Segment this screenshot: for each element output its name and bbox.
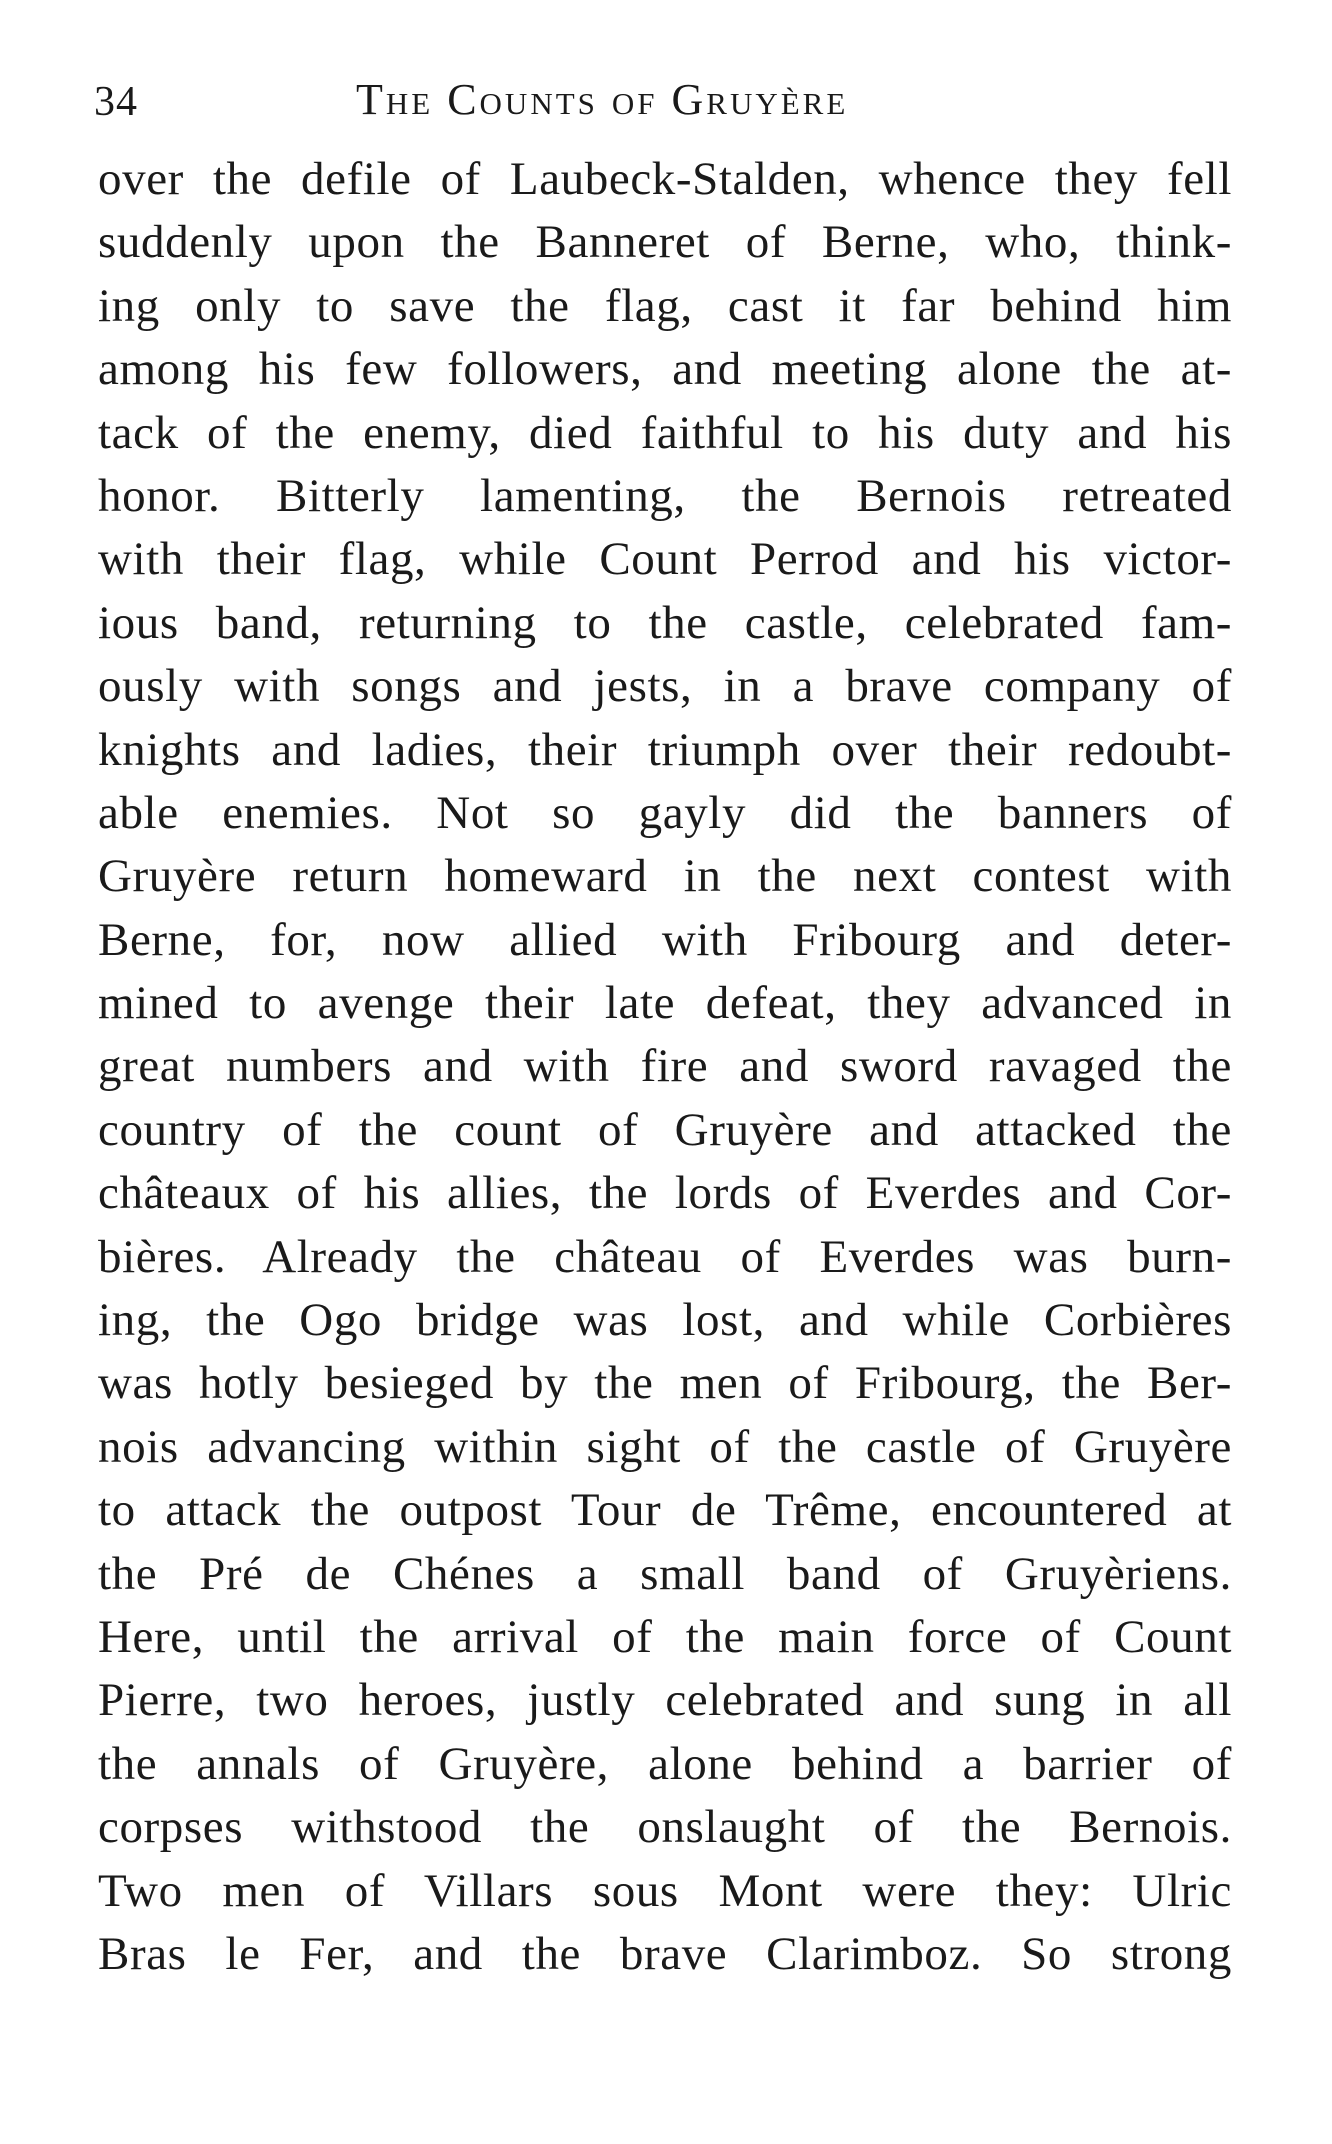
text-line: bières. Already the château of Everdes was burn- [98,1230,1232,1283]
page-number: 34 [94,79,138,125]
text-line: nois advancing within sight of the castle of Gruyère [98,1420,1232,1473]
text-line: Here, until the arrival of the main force of Count [98,1610,1232,1663]
text-line: the annals of Gruyère, alone behind a barrier of [98,1737,1232,1790]
text-line: corpses withstood the onslaught of the Bernois. [98,1801,1232,1854]
text-line: Gruyère return homeward in the next contest with [98,850,1232,903]
text-line: country of the count of Gruyère and attacked the [98,1103,1232,1156]
text-line: honor. Bitterly lamenting, the Bernois retreated [98,469,1232,522]
text-line: knights and ladies, their triumph over their redoubt- [98,723,1232,776]
text-line: châteaux of his allies, the lords of Everdes and Cor- [98,1167,1232,1220]
text-line: tack of the enemy, died faithful to his duty and his [98,406,1232,459]
text-line: over the defile of Laubeck-Stalden, whence they fell [98,153,1232,205]
text-line: among his few followers, and meeting alone the at- [98,343,1232,396]
text-line: Pierre, two heroes, justly celebrated and sung in all [98,1674,1232,1727]
text-line: ing, the Ogo bridge was lost, and while Corbières [98,1294,1232,1347]
page-header [94,70,1234,130]
text-line: ing only to save the flag, cast it far behind him [98,279,1232,332]
text-line: was hotly besieged by the men of Fribourg, the Ber- [98,1357,1232,1410]
text-line: to attack the outpost Tour de Trême, encountered at [98,1484,1232,1537]
text-line: able enemies. Not so gayly did the banners of [98,786,1232,839]
text-line: mined to avenge their late defeat, they advanced in [98,977,1232,1030]
text-line: suddenly upon the Banneret of Berne, who, think- [98,216,1232,269]
body-text [98,148,1232,1986]
text-line: Berne, for, now allied with Fribourg and deter- [98,913,1232,966]
text-line: Two men of Villars sous Mont were they: Ulric [98,1864,1232,1917]
text-line: the Pré de Chénes a small band of Gruyèriens. [98,1547,1232,1600]
text-line: with their flag, while Count Perrod and his victor- [98,533,1232,586]
text-line: ously with songs and jests, in a brave company of [98,660,1232,713]
running-head: The Counts of Gruyère [356,75,849,124]
text-line: great numbers and with fire and sword ravaged the [98,1040,1232,1093]
text-line: ious band, returning to the castle, celebrated fam- [98,596,1232,649]
text-line: Bras le Fer, and the brave Clarimboz. So strong [98,1927,1232,1980]
